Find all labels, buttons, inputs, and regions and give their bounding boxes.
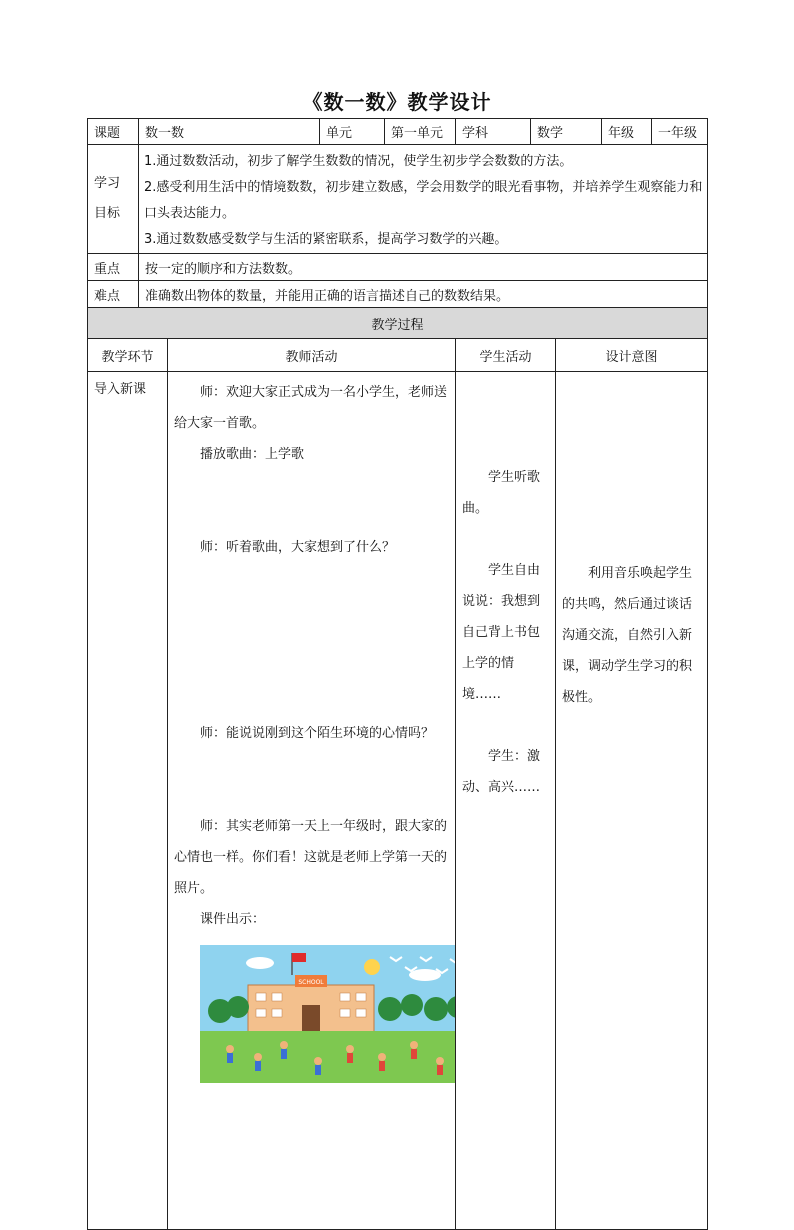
subject-label: 学科 [456, 119, 531, 145]
goals-label-line1: 学习 [94, 176, 121, 191]
process-header-row [88, 339, 708, 372]
process-content-row [88, 372, 708, 1230]
goals-row [88, 145, 708, 254]
student-line: 学生：激动、高兴…… [462, 749, 541, 795]
grade-label: 年级 [602, 119, 652, 145]
stage-cell [88, 372, 168, 1230]
key-point-text: 按一定的顺序和方法数数。 [139, 254, 708, 281]
student-line: 学生自由说说：我想到自己背上书包上学的情境…… [462, 563, 541, 702]
difficulty-text: 准确数出物体的数量，并能用正确的语言描述自己的数数结果。 [139, 281, 708, 308]
stage-text: 导入新课 [94, 382, 147, 397]
teacher-line: 师：其实老师第一天上一年级时，跟大家的心情也一样。你们看！这就是老师上学第一天的照片。 [174, 819, 448, 896]
header-student: 学生活动 [456, 339, 556, 372]
topic-label: 课题 [88, 119, 139, 145]
student-line: 学生听歌曲。 [462, 470, 541, 516]
header-stage: 教学环节 [88, 339, 168, 372]
goal-item: 3.通过数数感受数学与生活的紧密联系，提高学习数学的兴趣。 [144, 232, 508, 247]
process-section-title: 教学过程 [88, 308, 708, 339]
difficulty-label: 难点 [88, 281, 139, 308]
design-intent-cell [556, 372, 708, 1230]
teacher-line: 师：欢迎大家正式成为一名小学生，老师送给大家一首歌。 [174, 385, 448, 431]
goals-label [88, 145, 139, 254]
school-illustration [200, 945, 456, 1083]
teacher-line: 师：能说说刚到这个陌生环境的心情吗？ [200, 726, 435, 741]
goal-item: 2.感受利用生活中的情境数数，初步建立数感，学会用数学的眼光看事物，并培养学生观察能力和口头表达能力。 [144, 180, 703, 221]
process-section-row [88, 308, 708, 339]
header-intent: 设计意图 [556, 339, 708, 372]
school-sign: SCHOOL [298, 979, 324, 986]
key-point-row [88, 254, 708, 281]
unit-label: 单元 [320, 119, 385, 145]
goal-item: 1.通过数数活动，初步了解学生数数的情况，使学生初步学会数数的方法。 [144, 154, 573, 169]
subject-value: 数学 [531, 119, 602, 145]
intent-text: 利用音乐唤起学生的共鸣，然后通过谈话沟通交流，自然引入新课，调动学生学习的积极性。 [562, 566, 693, 705]
teacher-line: 师：听着歌曲，大家想到了什么？ [200, 540, 396, 555]
info-row [88, 119, 708, 145]
header-teacher: 教师活动 [168, 339, 456, 372]
document-title: 《数一数》教学设计 [302, 90, 492, 114]
teacher-line: 播放歌曲：上学歌 [200, 447, 305, 462]
unit-value: 第一单元 [385, 119, 456, 145]
goals-label-line2: 目标 [94, 206, 121, 221]
student-activity-cell [456, 372, 556, 1230]
lesson-plan-table [87, 118, 708, 1230]
grade-value: 一年级 [652, 119, 708, 145]
teacher-line: 课件出示： [200, 912, 266, 927]
topic-value: 数一数 [139, 119, 320, 145]
key-point-label: 重点 [88, 254, 139, 281]
teacher-activity-cell [168, 372, 456, 1230]
difficulty-row [88, 281, 708, 308]
goals-content [139, 145, 708, 254]
